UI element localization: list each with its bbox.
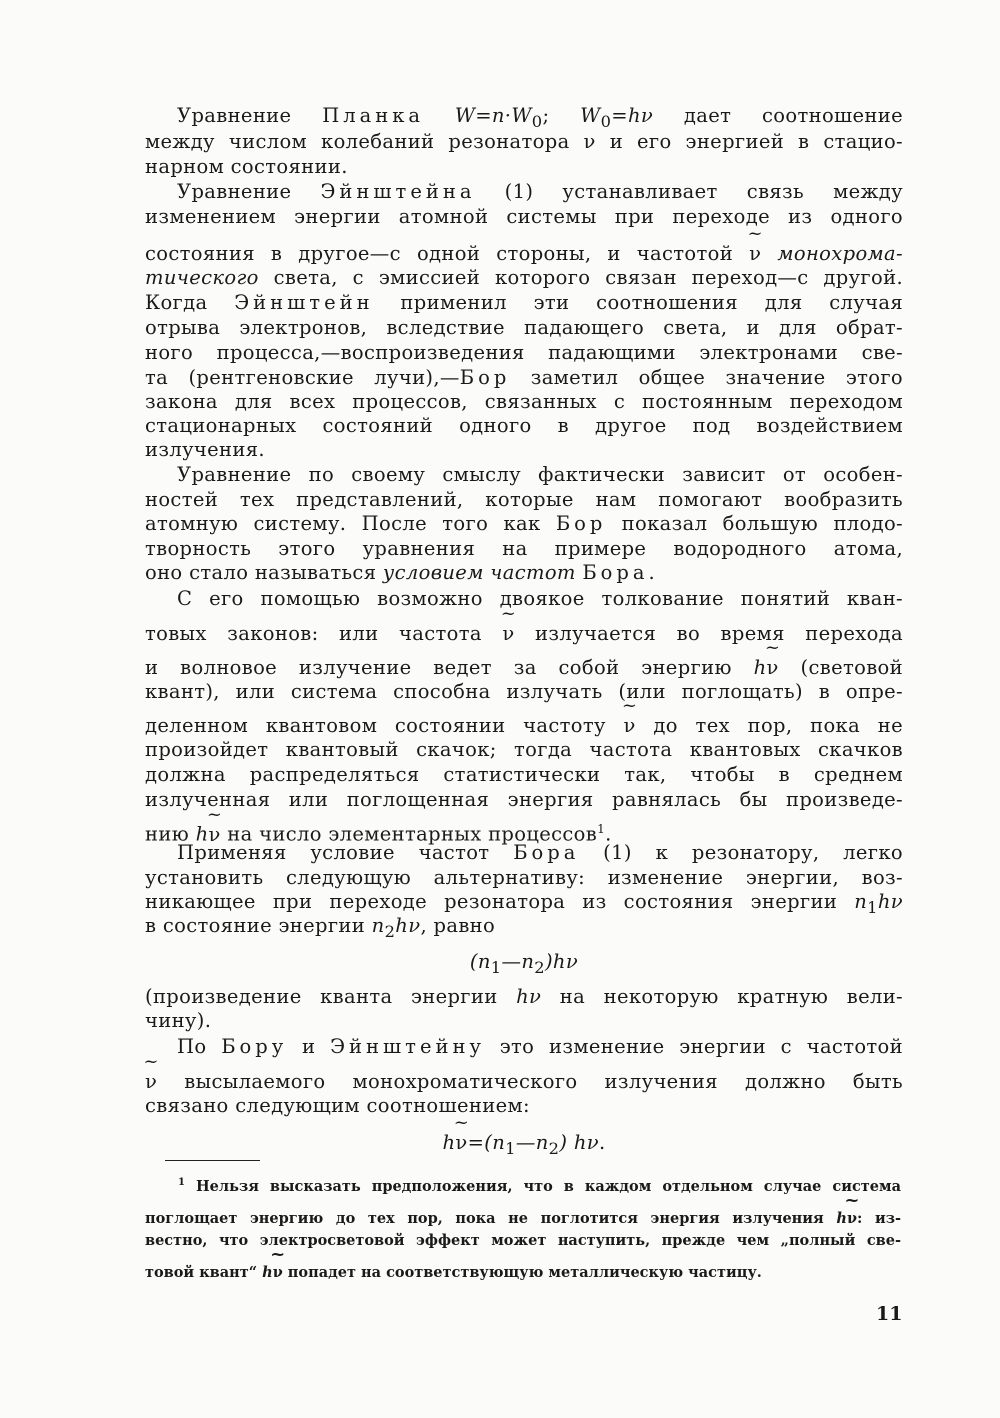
text-line: квант), или система способна излучать (или поглощать) в опре-	[145, 680, 903, 703]
text-line: нарном состоянии.	[145, 155, 348, 178]
footnote-number: 1	[178, 1177, 185, 1188]
footnote-line: поглощает энергию до тех пор, пока не поглотится энергия излучения h~ ν: из-	[145, 1209, 901, 1229]
text-line: деленном квантовом состоянии частоту ~ ν до тех пор, пока не	[145, 714, 903, 738]
text-line: (произведение кванта энергии hν на некоторую кратную вели-	[145, 985, 903, 1008]
footnote-line: вестно, что электросветовой эффект может наступить, прежде чем „полный све-	[145, 1232, 901, 1249]
text-line: стационарных состояний одного в другое под воздействием	[145, 414, 903, 437]
text-line: в состояние энергии $n_2h\nu$, равно	[145, 914, 496, 941]
text-line: Уравнение по своему смыслу фактически зависит от особен-	[177, 463, 903, 486]
footnote-marker: 1	[597, 822, 606, 836]
text-line: атомную систему. После того как Бор показал большую плодо-	[145, 512, 903, 535]
text-line: творность этого уравнения на примере водородного атома,	[145, 537, 903, 560]
text-line: Когда Эйнштейн применил эти соотношения для случая	[145, 291, 903, 314]
text-line: ностей тех представлений, которые нам помогают вообразить	[145, 488, 903, 511]
text-line: Уравнение Планка $W=n\cdot W_0$; $W_0=h\nu$ дает соотношение	[177, 104, 903, 131]
text-line: товых законов: или частота ~ ν излучается во время перехода	[145, 622, 903, 646]
text-line: С его помощью возможно двоякое толкование понятий кван-	[177, 587, 903, 610]
page-number: 11	[876, 1303, 903, 1325]
text-line: состояния в другое—с одной стороны, и частотой ~ ν монохрома-	[145, 242, 903, 266]
text-line: оно стало называться условием частот Бора.	[145, 561, 656, 584]
text-line: должна распределяться статистически так, чтобы в среднем	[145, 763, 903, 786]
text-line: По Бору и Эйнштейну это изменение энергии с частотой	[177, 1035, 903, 1058]
text-line: изменением энергии атомной системы при переходе из одного	[145, 205, 903, 228]
text-line: ~ ν высылаемого монохроматического излучения должно быть	[145, 1070, 903, 1094]
text-line: отрыва электронов, вследствие падающего света, и для обрат-	[145, 316, 903, 339]
text-line: между числом колебаний резонатора ν и его энергией в стацио-	[145, 130, 903, 153]
text-line: та (рентгеновские лучи),—Бор заметил общее значение этого	[145, 366, 903, 389]
footnote-line: товой квант“ h~ ν попадет на соответствующую металлическую частицу.	[145, 1263, 901, 1283]
text-line: установить следующую альтернативу: изменение энергии, воз-	[145, 866, 903, 889]
text-line: чину).	[145, 1009, 212, 1032]
text-line: Уравнение Эйнштейна (1) устанавливает связь между	[177, 180, 903, 203]
text-line: излучения.	[145, 438, 265, 461]
text-line: тического света, с эмиссией которого связан переход—с другой.	[145, 266, 903, 289]
text-line: произойдет квантовый скачок; тогда частота квантовых скачков	[145, 738, 903, 761]
text-line: Применяя условие частот Бора (1) к резонатору, легко	[177, 841, 903, 864]
text-line: никающее при переходе резонатора из состояния энергии $n_1h\nu$	[145, 890, 903, 917]
formula: $(n_1—n_2)h\nu$	[469, 950, 579, 977]
text-line: и волновое излучение ведет за собой энергию h~ ν (световой	[145, 656, 903, 680]
text-line: связано следующим соотношением:	[145, 1094, 530, 1117]
text-line: излученная или поглощенная энергия равнялась бы произведе-	[145, 788, 903, 811]
text-line: нию h~ ν на число элементарных процессов$^1$.	[145, 817, 903, 841]
footnote-divider	[165, 1160, 260, 1161]
formula: h~ $\nu=(n_1—n_2)$ hν.	[145, 1131, 903, 1155]
text-line: закона для всех процессов, связанных с постоянным переходом	[145, 390, 903, 413]
text-line: ного процесса,—воспроизведения падающими электронами све-	[145, 341, 903, 364]
footnote-line: $^1$ Нельзя высказать предположения, что в каждом отдельном случае система	[178, 1177, 901, 1195]
